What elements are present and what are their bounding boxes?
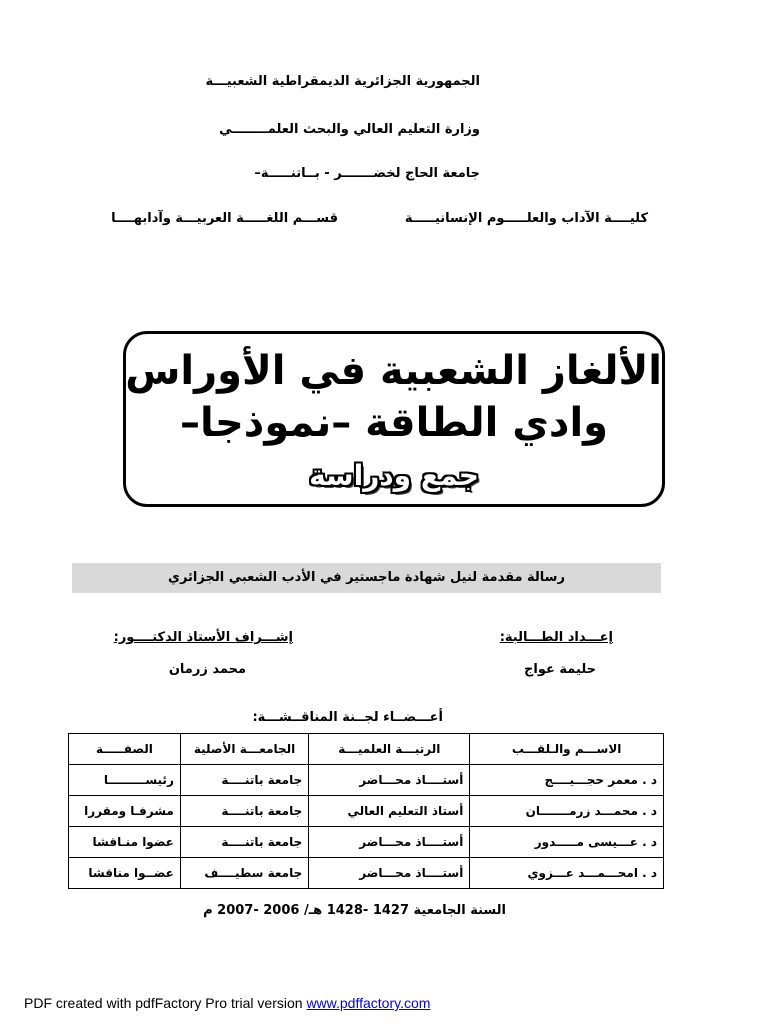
column-header-name: الاســـم والـلقـــب <box>470 734 664 765</box>
member-name: د . عـــيسى مـــــدور <box>470 827 664 858</box>
prepared-by-label: إعـــداد الطـــالبة: <box>499 630 613 645</box>
thesis-subtitle: رسالة مقدمة لنيل شهادة ماجستير في الأدب الشعبي الجزائري <box>72 563 661 593</box>
footer-text: PDF created with pdfFactory Pro trial version <box>24 995 307 1011</box>
pdf-footer <box>24 995 430 1011</box>
member-role: مشرفـا ومقررا <box>69 796 181 827</box>
member-rank: أستــــاذ محـــاضر <box>309 765 470 796</box>
member-role: عضــوا مناقشا <box>69 858 181 889</box>
member-name: د . امحـــمـــد عـــزوي <box>470 858 664 889</box>
committee-label: أعـــضــاء لجــنة المناقــشـــة: <box>252 710 443 725</box>
member-rank: أستــــاذ محـــاضر <box>309 827 470 858</box>
republic-name: الجمهورية الجزائرية الديمقراطية الشعبيـــة <box>205 74 480 89</box>
member-university: جامعة باتنــــة <box>180 796 308 827</box>
member-university: جامعة باتنــــة <box>180 765 308 796</box>
thesis-title-line-1: الألغاز الشعبية في الأوراس <box>125 348 662 394</box>
member-role: رئيســـــــــا <box>69 765 181 796</box>
member-role: عضوا منـاقشا <box>69 827 181 858</box>
thesis-title-line-3: جمع ودراسة <box>309 459 479 492</box>
table-row <box>69 827 664 858</box>
student-name: حليمة عواج <box>524 662 596 677</box>
member-university: جامعة باتنــــة <box>180 827 308 858</box>
column-header-university: الجامعـــة الأصلية <box>180 734 308 765</box>
pdffactory-link[interactable]: www.pdffactory.com <box>306 995 431 1011</box>
member-rank: أستــــاذ محـــاضر <box>309 858 470 889</box>
thesis-title-box <box>123 331 665 507</box>
column-header-rank: الرتبـــة العلميـــة <box>309 734 470 765</box>
ministry-name: وزارة التعليم العالي والبحث العلمــــــــي <box>219 122 480 137</box>
table-row <box>69 765 664 796</box>
university-name: جامعة الحاج لخضـــــــر - بــاتنـــــة– <box>254 166 480 181</box>
academic-year: السنة الجامعية 1427 -1428 هـ/ 2006 -2007 م <box>203 903 506 918</box>
table-row <box>69 858 664 889</box>
supervisor-name: محمد زرمان <box>168 662 246 677</box>
committee-table <box>68 733 664 889</box>
table-header-row <box>69 734 664 765</box>
thesis-title-line-2: وادي الطاقة –نموذجا– <box>179 400 609 446</box>
table-row <box>69 796 664 827</box>
supervisor-label: إشـــراف الأستاذ الدكتــــور: <box>113 630 293 645</box>
faculty-name: كليــــة الآداب والعلـــــوم الإنسانيـــــة <box>404 211 648 226</box>
column-header-role: الصفـــــة <box>69 734 181 765</box>
member-rank: أستاذ التعليم العالي <box>309 796 470 827</box>
department-name: قســـم اللغـــــة العربيـــة وآدابهــــا <box>111 211 338 226</box>
member-university: جامعة سطيــــف <box>180 858 308 889</box>
member-name: د . محمـــد زرمـــــــان <box>470 796 664 827</box>
member-name: د . معمر حجـــيــــج <box>470 765 664 796</box>
